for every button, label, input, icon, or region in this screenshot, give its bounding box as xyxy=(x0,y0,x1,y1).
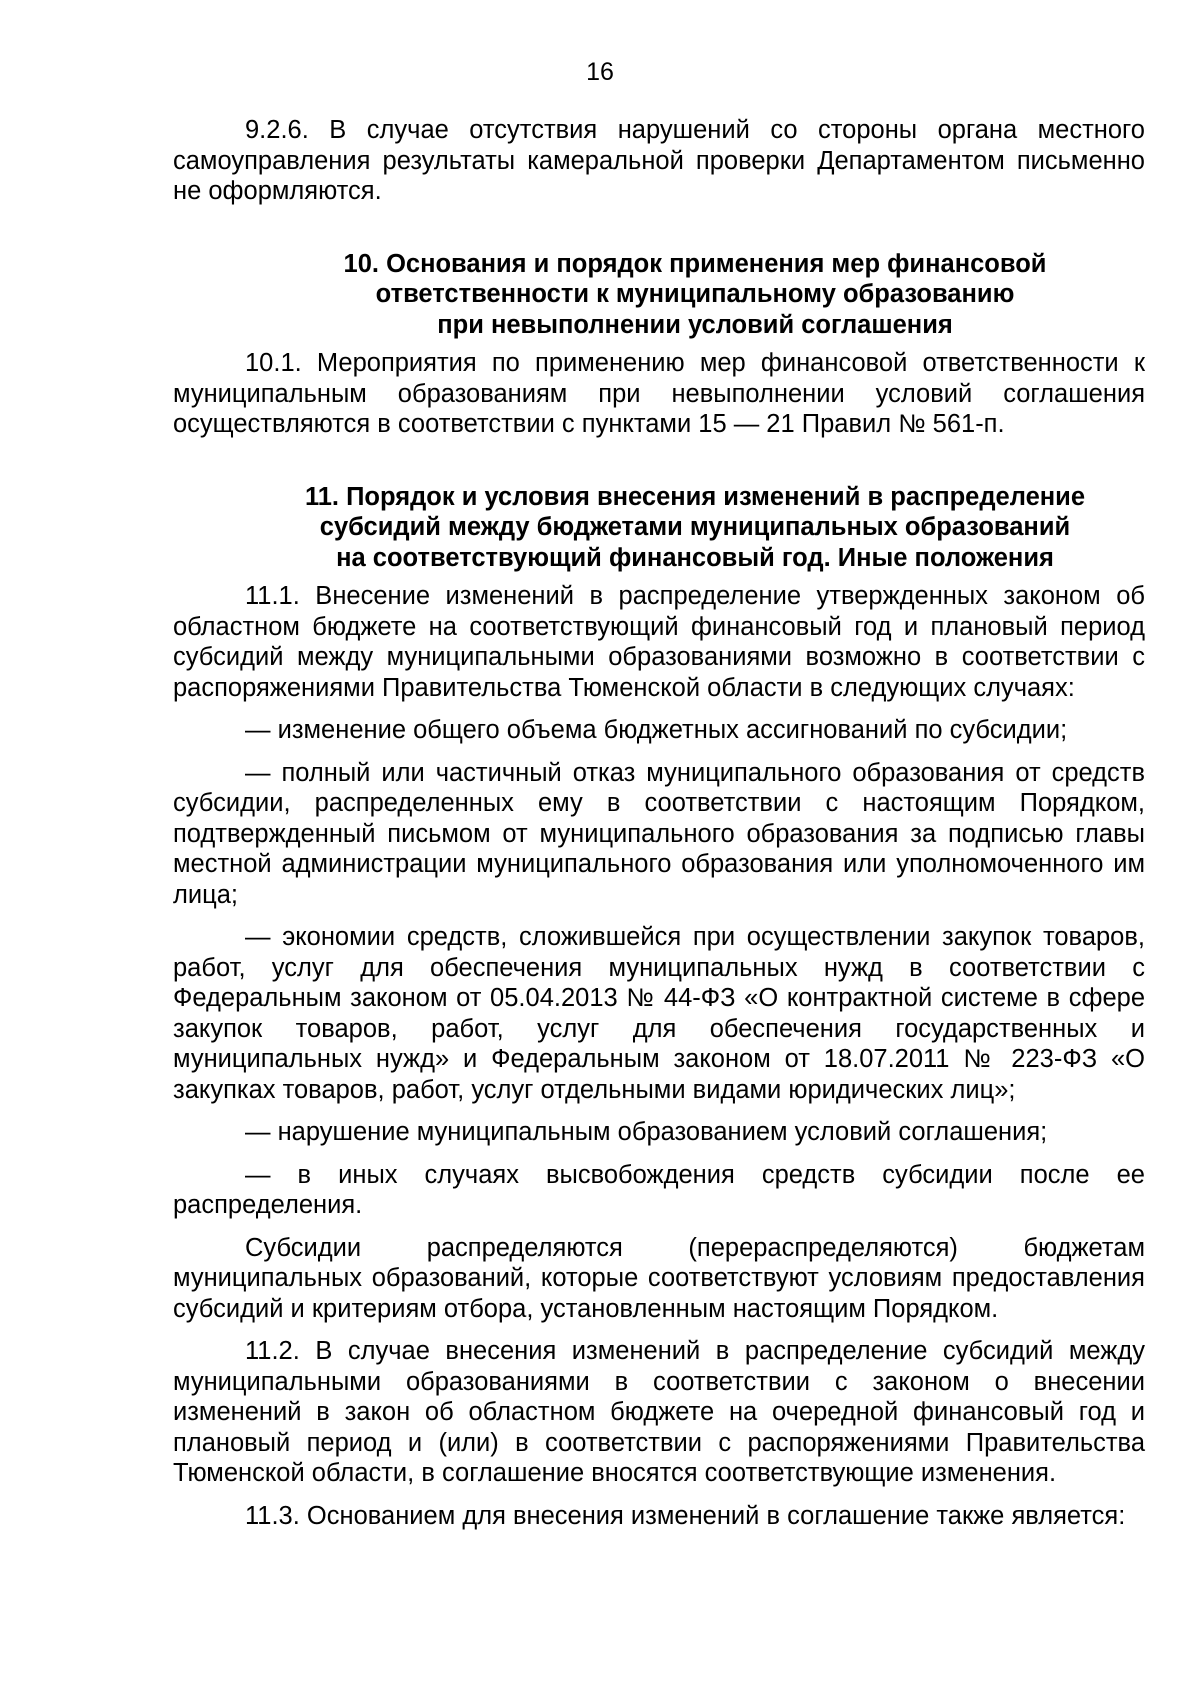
section-11-heading-line-2: субсидий между бюджетами муниципальных образований xyxy=(319,513,1071,541)
section-10-heading xyxy=(173,249,1145,341)
list-item-violation: — нарушение муниципальным образованием условий соглашения; xyxy=(245,1118,1048,1146)
paragraph-10-1: 10.1. Мероприятия по применению мер финансовой ответственности к муниципальным образованиям при невыполнении условий соглашения осуществляются в соответствии с пунктами 15 — 21 Правил № 561-п. xyxy=(173,349,1145,438)
paragraph-11-3: 11.3. Основанием для внесения изменений в соглашение также является: xyxy=(245,1501,1126,1530)
section-10-heading-line-3: при невыполнении условий соглашения xyxy=(437,310,953,339)
list-item-refusal: — полный или частичный отказ муниципального образования от средств субсидии, распределенных ему в соответствии с настоящим Порядком, подтвержденный письмом от муниципального образования за подписью главы местной администрации муниципального образования или уполномоченного им лица; xyxy=(173,758,1145,909)
section-11-heading-line-3: на соответствующий финансовый год. Иные положения xyxy=(336,543,1054,572)
section-11-heading xyxy=(173,482,1145,574)
section-11-heading-line-1: 11. Порядок и условия внесения изменений в распределение xyxy=(304,482,1086,511)
list-item-other-cases: — в иных случаях высвобождения средств субсидии после ее распределения. xyxy=(173,1160,1145,1219)
list-item-budget-change: — изменение общего объема бюджетных ассигнований по субсидии; xyxy=(245,716,1068,744)
document-body xyxy=(173,115,1145,1531)
page-number: 16 xyxy=(586,58,614,86)
list-item-savings: — экономии средств, сложившейся при осуществлении закупок товаров, работ, услуг для обеспечения муниципальных нужд в соответствии с Федеральным законом от 05.04.2013 № 44-ФЗ «О контрактной системе в сфере закупок товаров, работ, услуг для обеспечения государственных и муниципальных нужд» и Федеральным законом от 18.07.2011 № 223-ФЗ «О закупках товаров, работ, услуг отдельными видами юридических лиц»; xyxy=(173,923,1145,1104)
section-10-heading-line-2: ответственности к муниципальному образованию xyxy=(375,280,1015,308)
section-10-heading-line-1: 10. Основания и порядок применения мер финансовой xyxy=(343,249,1047,278)
paragraph-9-2-6: 9.2.6. В случае отсутствия нарушений со стороны органа местного самоуправления результаты камеральной проверки Департаментом письменно не оформляются. xyxy=(173,116,1145,205)
paragraph-subsidies-distribution: Субсидии распределяются (перераспределяются) бюджетам муниципальных образований, которые соответствуют условиям предоставления субсидий и критериям отбора, установленным настоящим Порядком. xyxy=(173,1233,1145,1323)
paragraph-11-1: 11.1. Внесение изменений в распределение утвержденных законом об областном бюджете на соответствующий финансовый год и плановый период субсидий между муниципальными образованиями возможно в соответствии с распоряжениями Правительства Тюменской области в следующих случаях: xyxy=(173,582,1145,702)
paragraph-11-2: 11.2. В случае внесения изменений в распределение субсидий между муниципальными образованиями в соответствии с законом о внесении изменений в закон об областном бюджете на очередной финансовый год и плановый период и (или) в соответствии с распоряжениями Правительства Тюменской области, в соглашение вносятся соответствующие изменения. xyxy=(173,1337,1145,1487)
